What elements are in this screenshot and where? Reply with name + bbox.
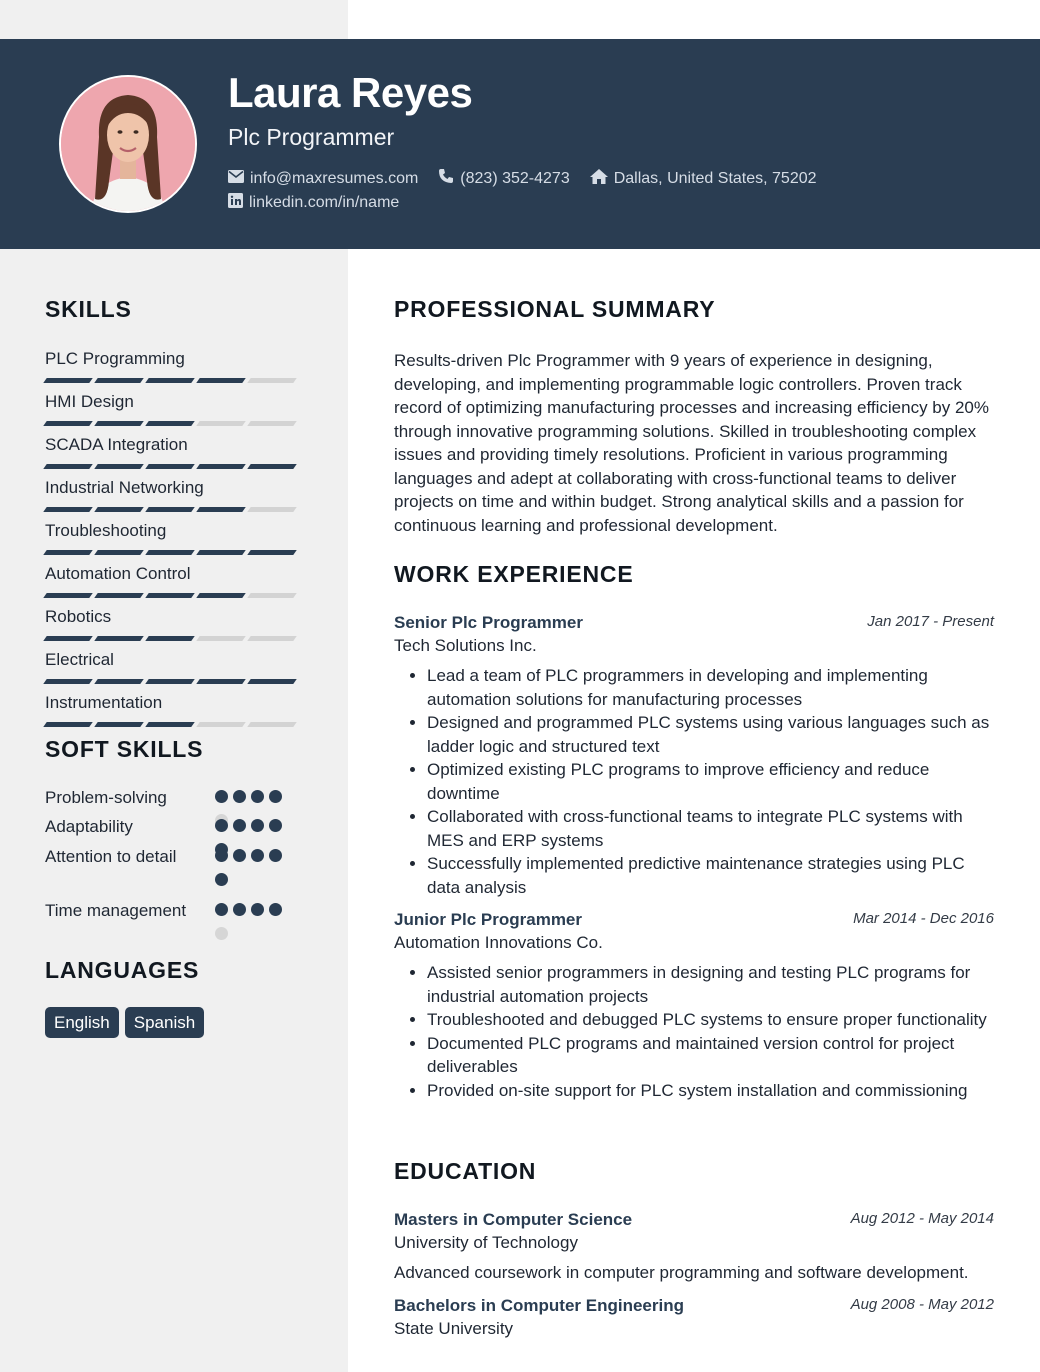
skill-level-segment [94, 464, 144, 469]
job-header [394, 910, 994, 932]
skill-level-segment [247, 679, 297, 684]
skill-level-segment [145, 593, 195, 598]
job-dates: Jan 2017 - Present [867, 613, 994, 630]
avatar [59, 75, 197, 213]
rating-dot [233, 819, 246, 832]
skill-level-segment [196, 507, 246, 512]
rating-dot [233, 903, 246, 916]
soft-skills-list [45, 786, 305, 951]
language-badge: Spanish [125, 1007, 204, 1038]
job-entry [394, 910, 994, 1102]
phone-contact[interactable] [438, 168, 569, 189]
language-badge: English [45, 1007, 119, 1038]
soft-skill-name: Problem-solving [45, 788, 167, 807]
job-company: Automation Innovations Co. [394, 933, 603, 952]
rating-dot [215, 819, 228, 832]
soft-skill-name: Attention to detail [45, 847, 177, 866]
job-header [394, 613, 994, 635]
linkedin-icon [228, 193, 249, 213]
skills-title: SKILLS [45, 296, 132, 322]
skill-level-segment [247, 507, 297, 512]
phone-text: (823) 352-4273 [460, 169, 570, 187]
job-bullets [394, 961, 994, 1102]
rating-dot [269, 903, 282, 916]
skill-level-segment [94, 507, 144, 512]
location-text: Dallas, United States, 75202 [613, 169, 817, 187]
skill-level-segment [43, 550, 93, 555]
skill-name: Electrical [45, 650, 114, 669]
soft-skills-section [45, 736, 305, 763]
work-section [394, 561, 994, 1102]
education-header [394, 1296, 994, 1318]
rating-dot [269, 790, 282, 803]
degree-title: Bachelors in Computer Engineering [394, 1295, 684, 1315]
skill-item [45, 607, 305, 650]
job-title: Junior Plc Programmer [394, 910, 583, 929]
skill-level-segment [43, 593, 93, 598]
languages-section [45, 957, 305, 1038]
skill-level-segment [43, 464, 93, 469]
education-list [394, 1210, 994, 1340]
skill-name: Troubleshooting [45, 521, 167, 540]
skill-name: Robotics [45, 607, 112, 626]
skill-item [45, 521, 305, 564]
rating-dot [215, 873, 228, 886]
skill-level-segment [145, 679, 195, 684]
phone-icon [438, 168, 460, 189]
school-name: State University [394, 1318, 514, 1338]
skill-level-segment [94, 679, 144, 684]
email-text: info@maxresumes.com [250, 169, 419, 187]
job-dates: Mar 2014 - Dec 2016 [853, 910, 994, 927]
skill-level-segment [196, 378, 246, 383]
job-bullet: • Documented PLC programs and maintained version control for project deliverables [427, 1032, 994, 1079]
skill-level-segment [196, 550, 246, 555]
work-title: WORK EXPERIENCE [394, 561, 634, 587]
skill-level-segment [145, 378, 195, 383]
education-dates: Aug 2012 - May 2014 [850, 1210, 994, 1227]
job-bullet: • Designed and programmed PLC systems using various languages such as ladder logic and structured text [427, 711, 994, 758]
skill-item [45, 478, 305, 521]
skill-level-segment [94, 378, 144, 383]
skill-level-segment [247, 593, 297, 598]
skill-level-segment [196, 421, 246, 426]
skill-level-segment [145, 464, 195, 469]
skill-level-segment [247, 421, 297, 426]
rating-dot [215, 790, 228, 803]
education-entry [394, 1296, 994, 1340]
skill-level-segment [94, 550, 144, 555]
rating-dot [251, 849, 264, 862]
rating-dot [233, 849, 246, 862]
skill-level-segment [196, 636, 246, 641]
skill-level-segment [196, 464, 246, 469]
skill-level-bar [45, 593, 305, 598]
skill-level-segment [145, 421, 195, 426]
job-bullets [394, 664, 994, 899]
languages-title: LANGUAGES [45, 957, 200, 983]
skill-item [45, 650, 305, 693]
skill-level-bar [45, 378, 305, 383]
home-icon [590, 169, 614, 189]
job-bullet: • Lead a team of PLC programmers in developing and implementing automation solutions for manufacturing processes [427, 664, 994, 711]
soft-skill-rating [215, 903, 305, 943]
soft-skills-title: SOFT SKILLS [45, 736, 204, 762]
skill-level-segment [196, 593, 246, 598]
job-company: Tech Solutions Inc. [394, 636, 537, 655]
skill-name: HMI Design [45, 392, 134, 411]
resume-header [0, 39, 1040, 249]
skill-level-segment [196, 722, 246, 727]
skill-name: SCADA Integration [45, 435, 188, 454]
skill-level-segment [247, 722, 297, 727]
skill-level-segment [43, 722, 93, 727]
skills-section [45, 296, 305, 736]
summary-title: PROFESSIONAL SUMMARY [394, 296, 716, 322]
soft-skill-item [45, 845, 305, 869]
education-entry [394, 1210, 994, 1285]
location-contact [590, 169, 817, 189]
job-bullet: • Assisted senior programmers in designing and testing PLC programs for industrial automation projects [427, 961, 994, 1008]
skill-name: Instrumentation [45, 693, 163, 712]
soft-skill-name: Adaptability [45, 817, 133, 836]
rating-dot [215, 903, 228, 916]
skill-level-segment [196, 679, 246, 684]
summary-section [394, 296, 994, 537]
degree-title: Masters in Computer Science [394, 1210, 633, 1229]
candidate-title: Plc Programmer [228, 124, 395, 150]
skill-level-segment [247, 378, 297, 383]
education-dates: Aug 2008 - May 2012 [850, 1295, 994, 1313]
school-name: University of Technology [394, 1233, 578, 1252]
jobs-list [394, 613, 994, 1102]
skill-level-segment [43, 636, 93, 641]
envelope-icon [228, 170, 250, 188]
linkedin-text: linkedin.com/in/name [249, 194, 400, 211]
rating-dot [251, 790, 264, 803]
soft-skill-name: Time management [45, 901, 187, 920]
skill-name: Automation Control [45, 564, 191, 583]
skill-level-segment [247, 550, 297, 555]
skill-level-bar [45, 550, 305, 555]
rating-dot [215, 927, 228, 940]
job-bullet: • Collaborated with cross-functional teams to integrate PLC systems with MES and ERP systems [427, 805, 994, 852]
linkedin-contact[interactable] [228, 193, 399, 213]
job-bullet: • Troubleshooted and debugged PLC systems to ensure proper functionality [427, 1008, 994, 1032]
education-description: Advanced coursework in computer programming and software development. [394, 1263, 969, 1282]
email-contact[interactable] [228, 170, 418, 188]
skills-list [45, 349, 305, 736]
candidate-name: Laura Reyes [228, 69, 473, 116]
job-bullet: • Optimized existing PLC programs to improve efficiency and reduce downtime [427, 758, 994, 805]
skill-level-bar [45, 507, 305, 512]
rating-dot [251, 903, 264, 916]
skill-level-bar [45, 464, 305, 469]
skill-item [45, 564, 305, 607]
rating-dot [269, 849, 282, 862]
skill-item [45, 392, 305, 435]
job-entry [394, 613, 994, 899]
skill-level-segment [94, 593, 144, 598]
soft-skill-rating [215, 849, 305, 889]
skill-item [45, 693, 305, 736]
skill-item [45, 349, 305, 392]
job-title: Senior Plc Programmer [394, 613, 583, 632]
education-title: EDUCATION [394, 1158, 537, 1184]
skill-level-segment [43, 378, 93, 383]
summary-text: Results-driven Plc Programmer with 9 years of experience in designing, developing, and implementing programmable logic controllers. Proven track record of optimizing manufacturing processes and increasing efficiency by 20% through innovative programming solutions. Skilled in troubleshooting complex issues and providing timely resolutions. Proficient in various programming languages and adept at collaborating with cross-functional teams to deliver projects on time and within budget. Strong analytical skills and a passion for continuous learning and professional development. [394, 351, 989, 535]
contact-row [228, 168, 837, 189]
rating-dot [251, 819, 264, 832]
skill-level-bar [45, 636, 305, 641]
skill-level-segment [94, 421, 144, 426]
rating-dot [269, 819, 282, 832]
skill-item [45, 435, 305, 478]
skill-name: Industrial Networking [45, 478, 204, 497]
rating-dot [215, 849, 228, 862]
education-section [394, 1158, 994, 1340]
languages-list [45, 1007, 305, 1038]
job-bullet: • Provided on-site support for PLC system installation and commissioning [427, 1079, 994, 1103]
skill-level-segment [94, 722, 144, 727]
skill-level-segment [145, 722, 195, 727]
skill-level-segment [145, 507, 195, 512]
skill-level-segment [94, 636, 144, 641]
soft-skill-item [45, 899, 305, 923]
soft-skill-item [45, 815, 305, 839]
skill-name: PLC Programming [45, 349, 185, 368]
skill-level-segment [43, 507, 93, 512]
skill-level-segment [247, 636, 297, 641]
skill-level-segment [145, 636, 195, 641]
rating-dot [233, 790, 246, 803]
contact-row-2 [228, 193, 419, 213]
skill-level-segment [247, 464, 297, 469]
skill-level-segment [145, 550, 195, 555]
job-bullet: • Successfully implemented predictive maintenance strategies using PLC data analysis [427, 852, 994, 899]
skill-level-bar [45, 722, 305, 727]
education-header [394, 1210, 994, 1232]
skill-level-segment [43, 421, 93, 426]
skill-level-segment [43, 679, 93, 684]
soft-skill-item [45, 786, 305, 810]
skill-level-bar [45, 421, 305, 426]
skill-level-bar [45, 679, 305, 684]
